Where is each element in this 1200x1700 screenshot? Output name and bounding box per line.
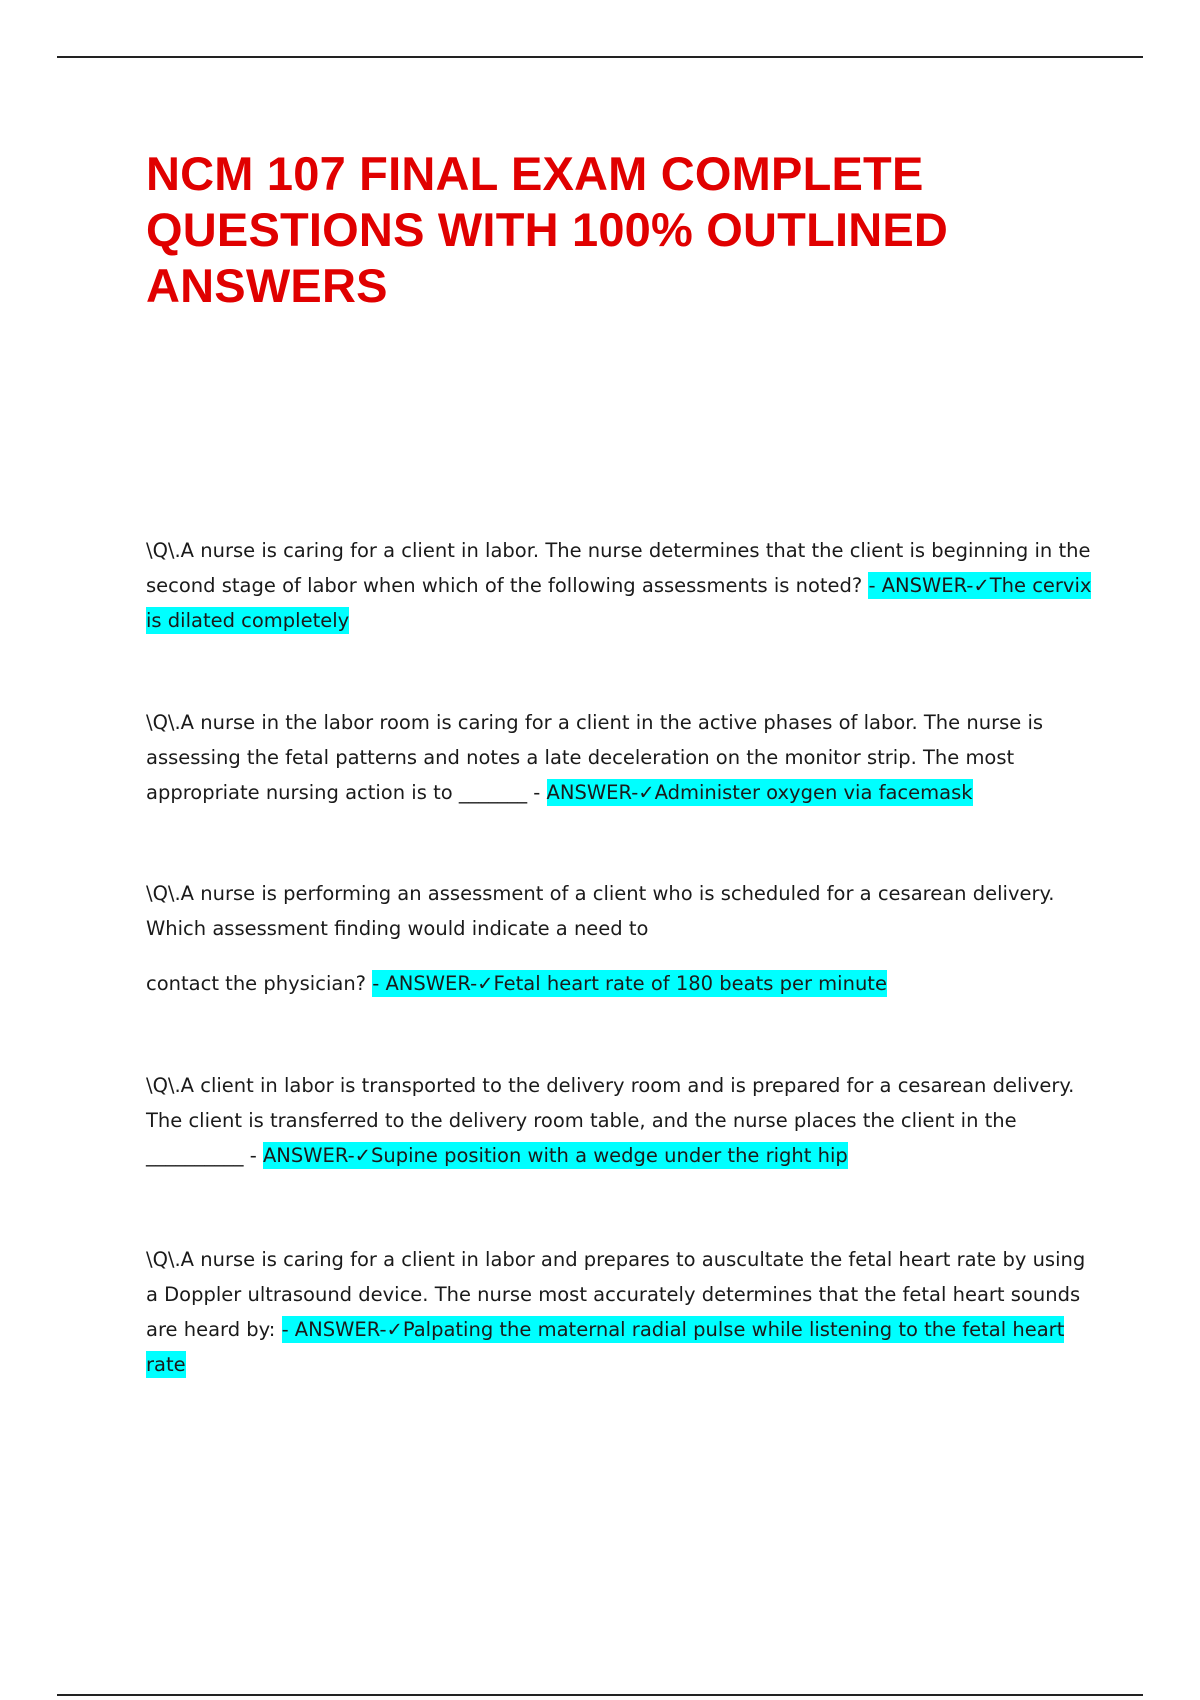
question-text: \Q\.A nurse is performing an assessment of a client who is scheduled for a cesarean delivery. Which assessment finding would indicate a need to bbox=[146, 882, 1055, 940]
qa-item-5 bbox=[146, 1242, 1096, 1382]
answer-highlight: ANSWER-✓Administer oxygen via facemask bbox=[546, 781, 973, 804]
answer-highlight: ANSWER-✓Supine position with a wedge under the right hip bbox=[262, 1144, 848, 1167]
bottom-rule bbox=[57, 1694, 1143, 1696]
document-title: NCM 107 FINAL EXAM COMPLETE QUESTIONS WITH 100% OUTLINED ANSWERS bbox=[146, 147, 949, 312]
answer-highlight: - ANSWER-✓Fetal heart rate of 180 beats per minute bbox=[372, 972, 887, 995]
question-text-continued: contact the physician? bbox=[146, 972, 373, 995]
top-rule bbox=[57, 56, 1143, 58]
qa-item-2 bbox=[146, 705, 1096, 810]
line-gap bbox=[146, 946, 1096, 966]
question-text: \Q\.A nurse is caring for a client in labor and prepares to auscultate the fetal heart rate by using a Doppler ultrasound device. The nurse most accurately determines that the fetal heart sounds are heard by: bbox=[146, 1248, 1086, 1341]
question-text: \Q\.A client in labor is transported to the delivery room and is prepared for a cesarean delivery. The client is transferred to the delivery room table, and the nurse places the client in the __________ - bbox=[146, 1074, 1075, 1167]
answer-highlight: - ANSWER-✓The cervix is dilated completely bbox=[146, 574, 1092, 632]
question-text: \Q\.A nurse in the labor room is caring for a client in the active phases of labor. The nurse is assessing the fetal patterns and notes a late deceleration on the monitor strip. The most appropriate nursing action is to _______ - bbox=[146, 711, 1044, 804]
qa-item-3 bbox=[146, 876, 1096, 1001]
qa-item-4 bbox=[146, 1068, 1096, 1173]
answer-highlight: - ANSWER-✓Palpating the maternal radial pulse while listening to the fetal heart rate bbox=[146, 1318, 1065, 1376]
question-text: \Q\.A nurse is caring for a client in labor. The nurse determines that the client is beginning in the second stage of labor when which of the following assessments is noted? bbox=[146, 539, 1091, 597]
qa-item-1 bbox=[146, 533, 1096, 638]
